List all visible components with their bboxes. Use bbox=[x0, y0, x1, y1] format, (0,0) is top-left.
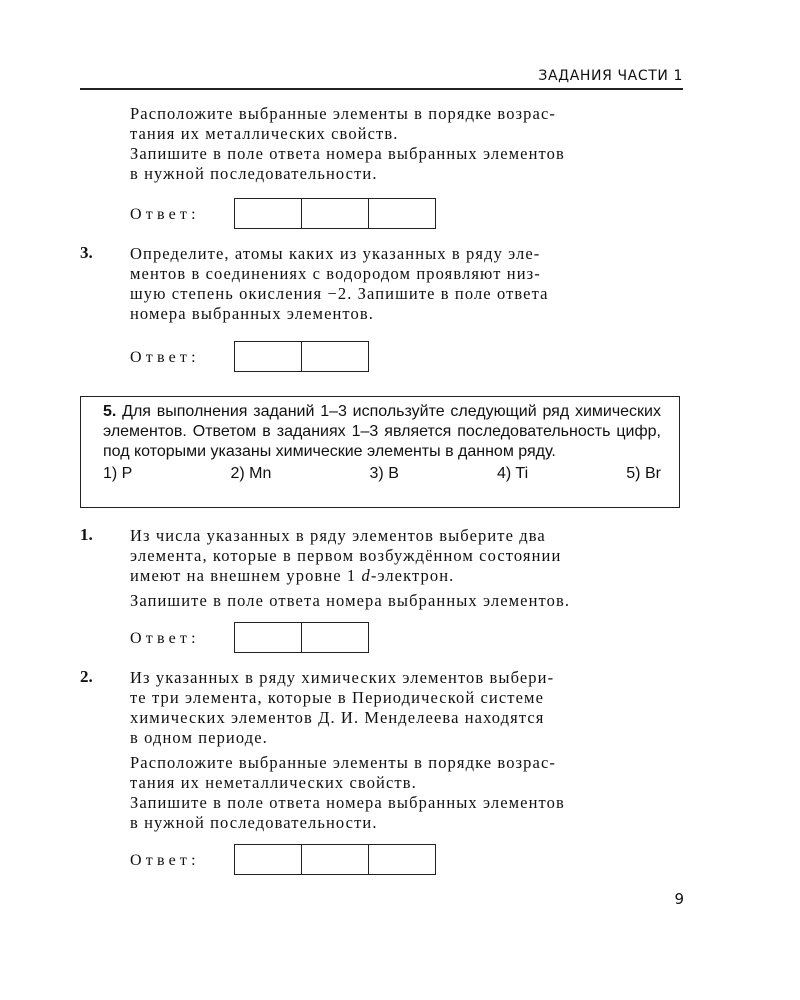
text-line: Из числа указанных в ряду элементов выберите два bbox=[130, 526, 546, 545]
text-line: в одном периоде. bbox=[130, 728, 268, 747]
answer-cell[interactable] bbox=[369, 845, 435, 874]
text-line: шую степень окисления −2. Запишите в поле ответа bbox=[130, 284, 549, 303]
text-line: ментов в соединениях с водородом проявляют низ- bbox=[130, 264, 541, 283]
question-2-text bbox=[130, 668, 683, 833]
element-item: 3) B bbox=[369, 465, 399, 482]
answer-cell[interactable] bbox=[302, 623, 368, 652]
text-line: Расположите выбранные элементы в порядке возрас- bbox=[130, 753, 556, 772]
answer-label: Ответ: bbox=[130, 349, 200, 366]
variant-number: 5. bbox=[103, 403, 117, 420]
answer-label: Ответ: bbox=[130, 206, 200, 223]
answer-label: Ответ: bbox=[130, 630, 200, 647]
answer-field[interactable] bbox=[234, 844, 436, 875]
answer-cell[interactable] bbox=[235, 623, 302, 652]
answer-field[interactable] bbox=[234, 341, 369, 372]
question-2-number: 2. bbox=[80, 667, 93, 686]
element-row bbox=[103, 464, 661, 484]
text-line: Определите, атомы каких из указанных в ряду эле- bbox=[130, 244, 541, 263]
answer-cell[interactable] bbox=[235, 342, 302, 371]
text-line: тания их металлических свойств. bbox=[130, 124, 399, 143]
text-line: тания их неметаллических свойств. bbox=[130, 773, 417, 792]
answer-cell[interactable] bbox=[302, 342, 368, 371]
infobox-instructions: Для выполнения заданий 1–3 используйте следующий ряд химических элементов. Ответом в заданиях 1–3 является последовательность цифр, под которыми указаны химические элементы в данном ряду. bbox=[103, 403, 661, 460]
text-line: Из указанных в ряду химических элементов выбери- bbox=[130, 668, 555, 687]
text-line: Запишите в поле ответа номера выбранных элементов bbox=[130, 793, 565, 812]
text-line: в нужной последовательности. bbox=[130, 813, 378, 832]
element-item: 5) Br bbox=[626, 465, 661, 482]
orbital-symbol: d bbox=[361, 566, 371, 585]
previous-task-continuation bbox=[130, 104, 683, 184]
text-line: Запишите в поле ответа номера выбранных элементов bbox=[130, 144, 565, 163]
infobox-intro bbox=[103, 402, 661, 462]
answer-label: Ответ: bbox=[130, 852, 200, 869]
answer-cell[interactable] bbox=[369, 199, 435, 228]
text-fragment: имеют на внешнем уровне 1 bbox=[130, 566, 362, 585]
answer-cell[interactable] bbox=[302, 199, 369, 228]
question-3-number: 3. bbox=[80, 243, 93, 262]
text-line: Расположите выбранные элементы в порядке возрас- bbox=[130, 104, 556, 123]
text-line: те три элемента, которые в Периодической системе bbox=[130, 688, 544, 707]
page-number: 9 bbox=[674, 890, 684, 908]
element-item: 1) P bbox=[103, 465, 133, 482]
text-line: номера выбранных элементов. bbox=[130, 304, 374, 323]
running-header bbox=[80, 64, 683, 90]
text-line: в нужной последовательности. bbox=[130, 164, 378, 183]
answer-cell[interactable] bbox=[235, 845, 302, 874]
variant-5-infobox bbox=[80, 396, 680, 508]
question-1-number: 1. bbox=[80, 525, 93, 544]
text-line: Запишите в поле ответа номера выбранных элементов. bbox=[130, 591, 571, 610]
text-line bbox=[130, 566, 683, 586]
text-fragment: -электрон. bbox=[370, 566, 455, 585]
answer-field[interactable] bbox=[234, 198, 436, 229]
answer-cell[interactable] bbox=[302, 845, 369, 874]
question-1-text bbox=[130, 526, 683, 611]
answer-field[interactable] bbox=[234, 622, 369, 653]
text-line: элемента, которые в первом возбуждённом состоянии bbox=[130, 546, 562, 565]
text-line: химических элементов Д. И. Менделеева находятся bbox=[130, 708, 545, 727]
question-3-text bbox=[130, 244, 683, 324]
element-item: 2) Mn bbox=[230, 465, 272, 482]
section-title: ЗАДАНИЯ ЧАСТИ 1 bbox=[538, 68, 683, 84]
element-item: 4) Ti bbox=[497, 465, 529, 482]
answer-cell[interactable] bbox=[235, 199, 302, 228]
